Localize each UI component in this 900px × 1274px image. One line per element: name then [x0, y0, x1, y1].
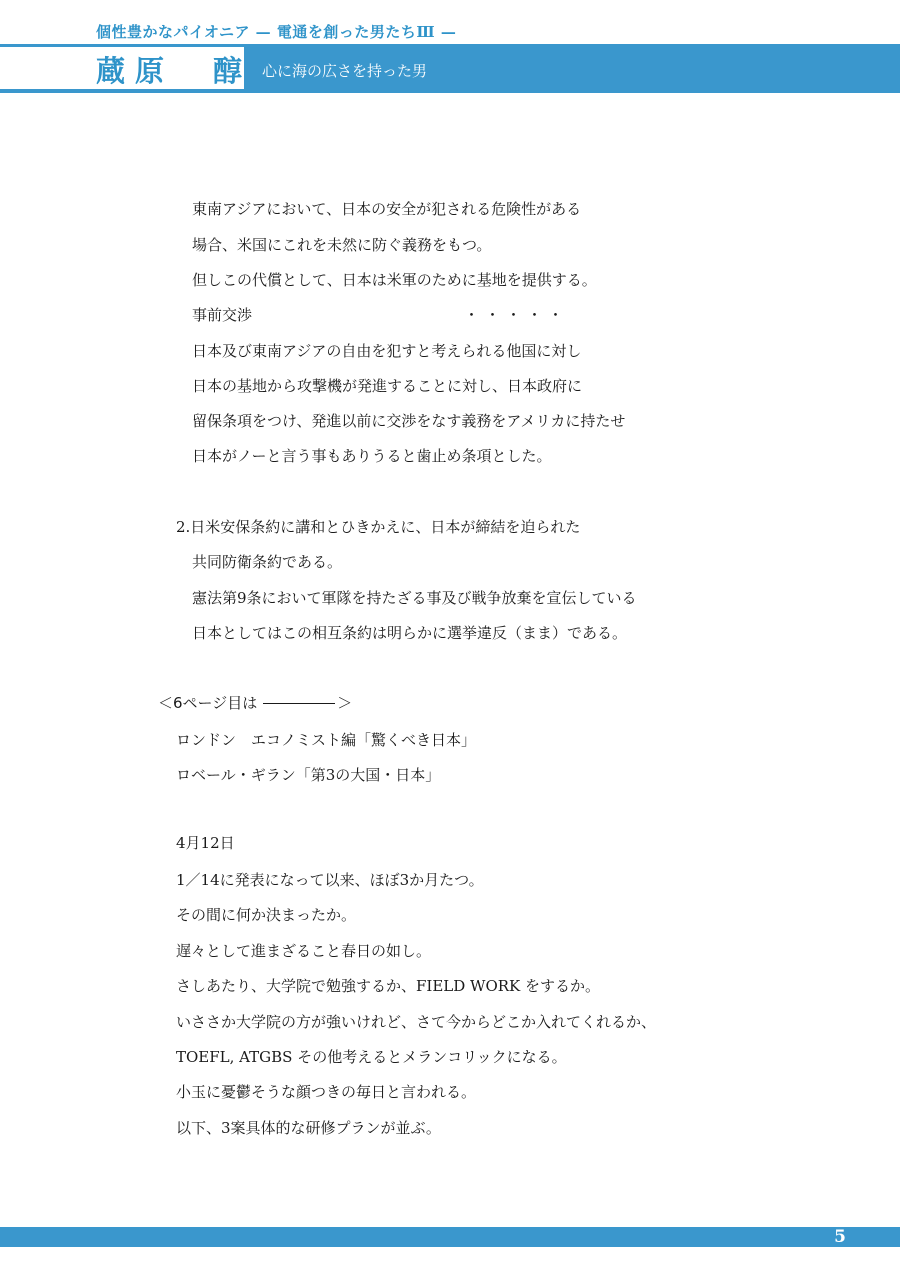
chapter-subtitle: 心に海の広さを持った男: [262, 62, 428, 80]
treaty-line: [192, 305, 570, 325]
treaty-line: 日本の基地から攻撃機が発進することに対し、日本政府に: [192, 377, 583, 395]
diary-line: その間に何か決まったか。: [176, 906, 357, 924]
page-reference: [158, 693, 352, 713]
page-number: 5: [834, 1227, 846, 1247]
item2-line: 2.日米安保条約に講和とひきかえに、日本が締結を迫られた: [176, 518, 581, 536]
item2-line: 日本としてはこの相互条約は明らかに選挙違反（まま）である。: [192, 624, 628, 642]
treaty-line: 場合、米国にこれを未然に防ぐ義務をもつ。: [192, 236, 492, 254]
ellipsis: ・・・・・: [464, 306, 570, 324]
treaty-line: 東南アジアにおいて、日本の安全が犯される危険性がある: [192, 200, 582, 218]
diary-line: 遅々として進まざること春日の如し。: [176, 942, 432, 960]
treaty-line: 留保条項をつけ、発進以前に交渉をなす義務をアメリカに持たせ: [192, 412, 626, 430]
item2-line: 共同防衛条約である。: [192, 553, 343, 571]
treaty-line: 但しこの代償として、日本は米軍のために基地を提供する。: [192, 271, 597, 289]
person-name: 蔵原 醇: [96, 54, 253, 88]
item2-line: 憲法第9条において軍隊を持たざる事及び戦争放棄を宣伝している: [192, 589, 637, 607]
treaty-line: 日本及び東南アジアの自由を犯すと考えられる他国に対し: [192, 342, 582, 360]
reference-item: ロベール・ギラン「第3の大国・日本」: [176, 766, 441, 784]
diary-line: TOEFL, ATGBS その他考えるとメランコリックになる。: [176, 1048, 567, 1066]
footer-band: [0, 1227, 900, 1247]
treaty-line: 日本がノーと言う事もありうると歯止め条項とした。: [192, 447, 552, 465]
series-title: 個性豊かなパイオニア — 電通を創った男たちⅢ —: [96, 23, 457, 41]
diary-line: 1／14に発表になって以来、ほぼ3か月たつ。: [176, 871, 484, 889]
diary-line: さしあたり、大学院で勉強するか、FIELD WORK をするか。: [176, 977, 601, 995]
reference-item: ロンドン エコノミスト編「驚くべき日本」: [176, 731, 477, 749]
diary-date: 4月12日: [176, 834, 235, 852]
diary-line: 以下、3案具体的な研修プランが並ぶ。: [176, 1119, 441, 1137]
page-reference-suffix: ＞: [337, 694, 353, 712]
reference-rule: [263, 703, 335, 704]
diary-line: いささか大学院の方が強いけれど、さて今からどこか入れてくれるか、: [176, 1013, 657, 1031]
page-reference-prefix: ＜6ページ目は: [158, 694, 258, 712]
treaty-line-text: 事前交渉: [192, 306, 253, 324]
diary-line: 小玉に憂鬱そうな顔つきの毎日と言われる。: [176, 1083, 477, 1101]
